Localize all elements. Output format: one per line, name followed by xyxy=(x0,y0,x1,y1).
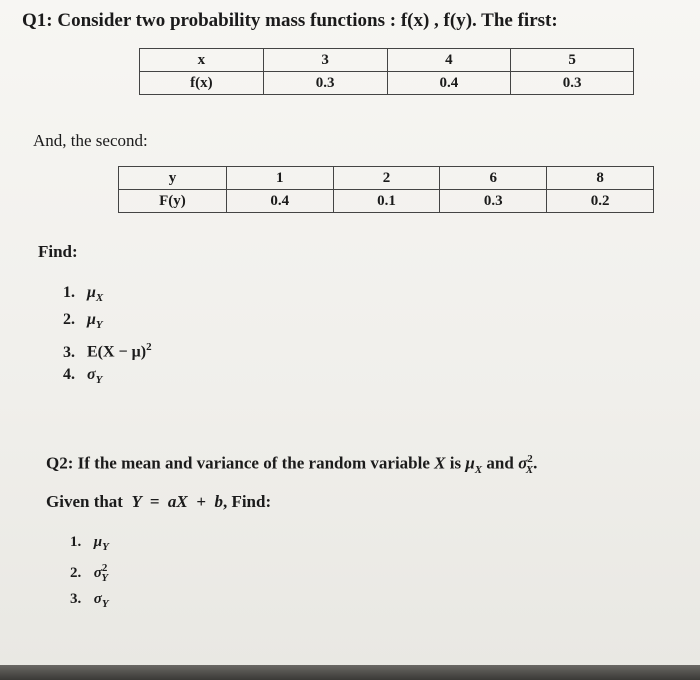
table-cell: 0.4 xyxy=(387,72,511,95)
table-row xyxy=(119,190,654,213)
second-intro: And, the second: xyxy=(33,131,148,150)
q2-title: Q2: If the mean and variance of the random variable X is $\mu_X$ and $\sigma^2_X$. xyxy=(46,453,538,477)
q2-given: Given that Y = aX + b, Find: xyxy=(46,492,272,511)
table-row xyxy=(140,72,634,95)
table-cell: y xyxy=(119,167,227,190)
list-item: 1. $\mu_X$ xyxy=(63,284,104,305)
table-cell: 0.3 xyxy=(263,72,387,95)
table-cell: 5 xyxy=(511,49,634,72)
list-item: 3. $\sigma_Y$ xyxy=(70,591,109,610)
pmf-table-x xyxy=(139,48,634,95)
table-cell: x xyxy=(140,49,264,72)
table-cell: 3 xyxy=(263,49,387,72)
list-item: 1. $\mu_Y$ xyxy=(70,534,109,553)
table-row xyxy=(140,49,634,72)
screen-bottom-edge xyxy=(0,665,700,680)
table-cell: 2 xyxy=(333,167,440,190)
q2-find-list xyxy=(70,532,109,615)
list-item: 2. $\sigma^2_Y$ xyxy=(70,562,109,584)
table-cell: 8 xyxy=(547,167,654,190)
table-cell: 1 xyxy=(226,167,333,190)
q1-title: Q1: Consider two probability mass functions : f(x) , f(y). The first: xyxy=(22,10,558,31)
table-cell: 4 xyxy=(387,49,511,72)
table-cell: 0.1 xyxy=(333,190,440,213)
table-cell: f(x) xyxy=(140,72,264,95)
q1-find-list xyxy=(63,282,152,391)
pmf-table-y xyxy=(118,166,654,213)
list-item: 4. $\sigma_Y$ xyxy=(63,365,103,386)
list-item: 2. $\mu_Y$ xyxy=(63,311,103,332)
table-cell: 0.3 xyxy=(440,190,547,213)
table-cell: 0.2 xyxy=(547,190,654,213)
find-label: Find: xyxy=(38,242,78,261)
table-row xyxy=(119,167,654,190)
table-cell: 0.3 xyxy=(511,72,634,95)
list-item: 3. $E(X - \mu)^2$ xyxy=(63,341,152,361)
table-cell: 0.4 xyxy=(226,190,333,213)
table-cell: 6 xyxy=(440,167,547,190)
table-cell: F(y) xyxy=(119,190,227,213)
